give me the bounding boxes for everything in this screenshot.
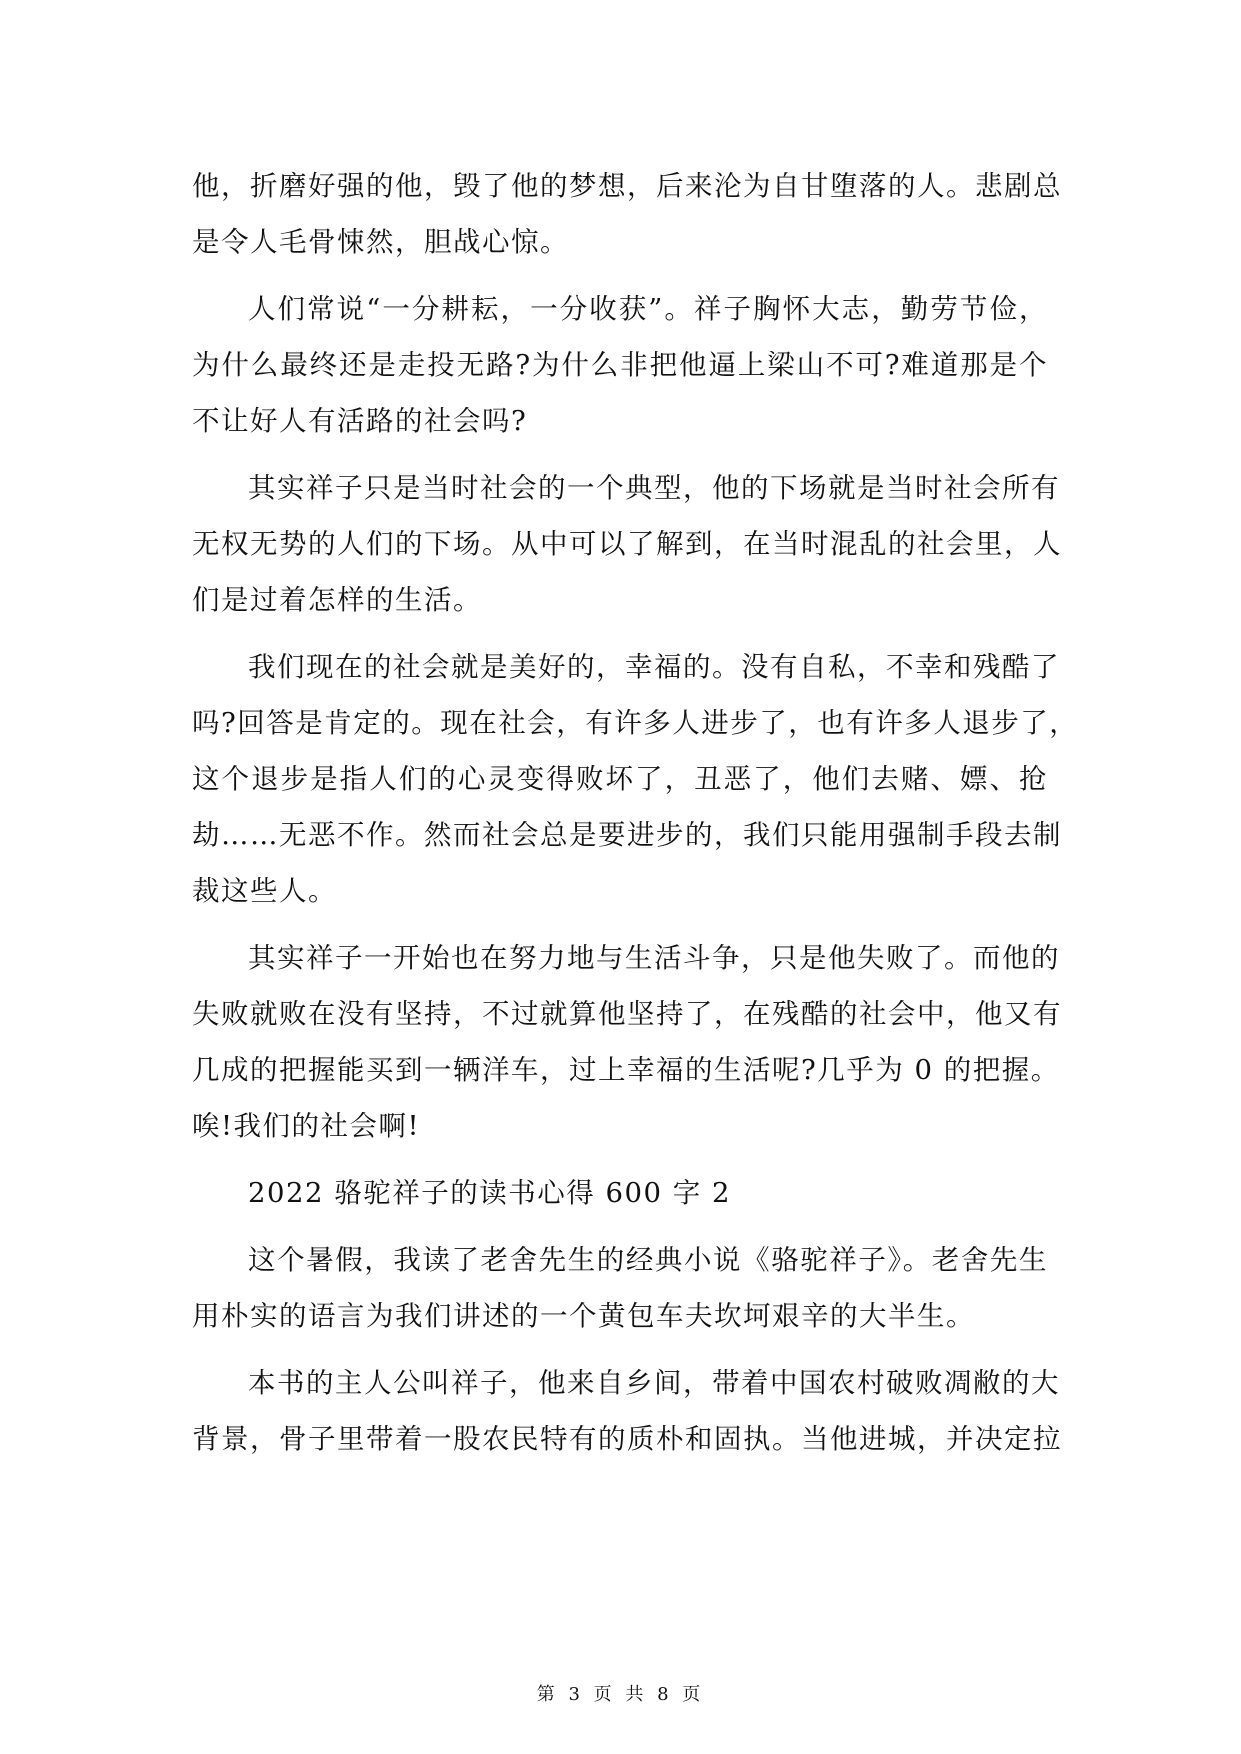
- paragraph: [192, 639, 1079, 919]
- text-line: 2022 骆驼祥子的读书心得 600 字 2: [248, 1177, 731, 1209]
- text-line: 他，折磨好强的他，毁了他的梦想，后来沦为自甘堕落的人。悲剧总: [192, 170, 1062, 202]
- text-line: 是令人毛骨悚然，胆战心惊。: [192, 226, 569, 258]
- text-line: 这个暑假，我读了老舍先生的经典小说《骆驼祥子》。老舍先生: [248, 1244, 1048, 1276]
- text-line: 几成的把握能买到一辆洋车，过上幸福的生活呢?几乎为 0 的把握。: [192, 1054, 1060, 1086]
- text-line: 其实祥子只是当时社会的一个典型，他的下场就是当时社会所有: [248, 472, 1060, 504]
- text-line: 不让好人有活路的社会吗?: [192, 405, 528, 437]
- paragraph: [192, 1232, 1048, 1344]
- paragraph: [192, 460, 1062, 628]
- text-line: 人们常说“一分耕耘，一分收获”。祥子胸怀大志，勤劳节俭，: [248, 293, 1048, 325]
- text-line: 劫……无恶不作。然而社会总是要进步的，我们只能用强制手段去制: [192, 819, 1062, 851]
- text-line: 失败就败在没有坚持，不过就算他坚持了，在残酷的社会中，他又有: [192, 998, 1062, 1030]
- text-line: 为什么最终还是走投无路?为什么非把他逼上梁山不可?难道那是个: [192, 349, 1048, 381]
- text-line: 这个退步是指人们的心灵变得败坏了，丑恶了，他们去赌、嫖、抢: [192, 763, 1048, 795]
- text-line: 其实祥子一开始也在努力地与生活斗争，只是他失败了。而他的: [248, 942, 1060, 974]
- text-line: 唉!我们的社会啊!: [192, 1110, 421, 1142]
- text-line: 背景，骨子里带着一股农民特有的质朴和固执。当他进城，并决定拉: [192, 1423, 1062, 1455]
- paragraph: [192, 930, 1062, 1154]
- paragraph: [192, 1355, 1062, 1467]
- paragraph: [192, 281, 1048, 449]
- document-body: [192, 158, 1079, 1478]
- paragraph: [192, 1165, 1048, 1221]
- text-line: 吗?回答是肯定的。现在社会，有许多人进步了，也有许多人退步了，: [192, 707, 1079, 739]
- text-line: 本书的主人公叫祥子，他来自乡间，带着中国农村破败凋敝的大: [248, 1367, 1060, 1399]
- text-line: 无权无势的人们的下场。从中可以了解到，在当时混乱的社会里，人: [192, 528, 1062, 560]
- page-footer: 第 3 页 共 8 页: [536, 1684, 705, 1705]
- paragraph: [192, 158, 1062, 270]
- text-line: 我们现在的社会就是美好的，幸福的。没有自私，不幸和残酷了: [248, 651, 1060, 683]
- text-line: 用朴实的语言为我们讲述的一个黄包车夫坎坷艰辛的大半生。: [192, 1300, 975, 1332]
- text-line: 们是过着怎样的生活。: [192, 584, 482, 616]
- text-line: 裁这些人。: [192, 875, 337, 907]
